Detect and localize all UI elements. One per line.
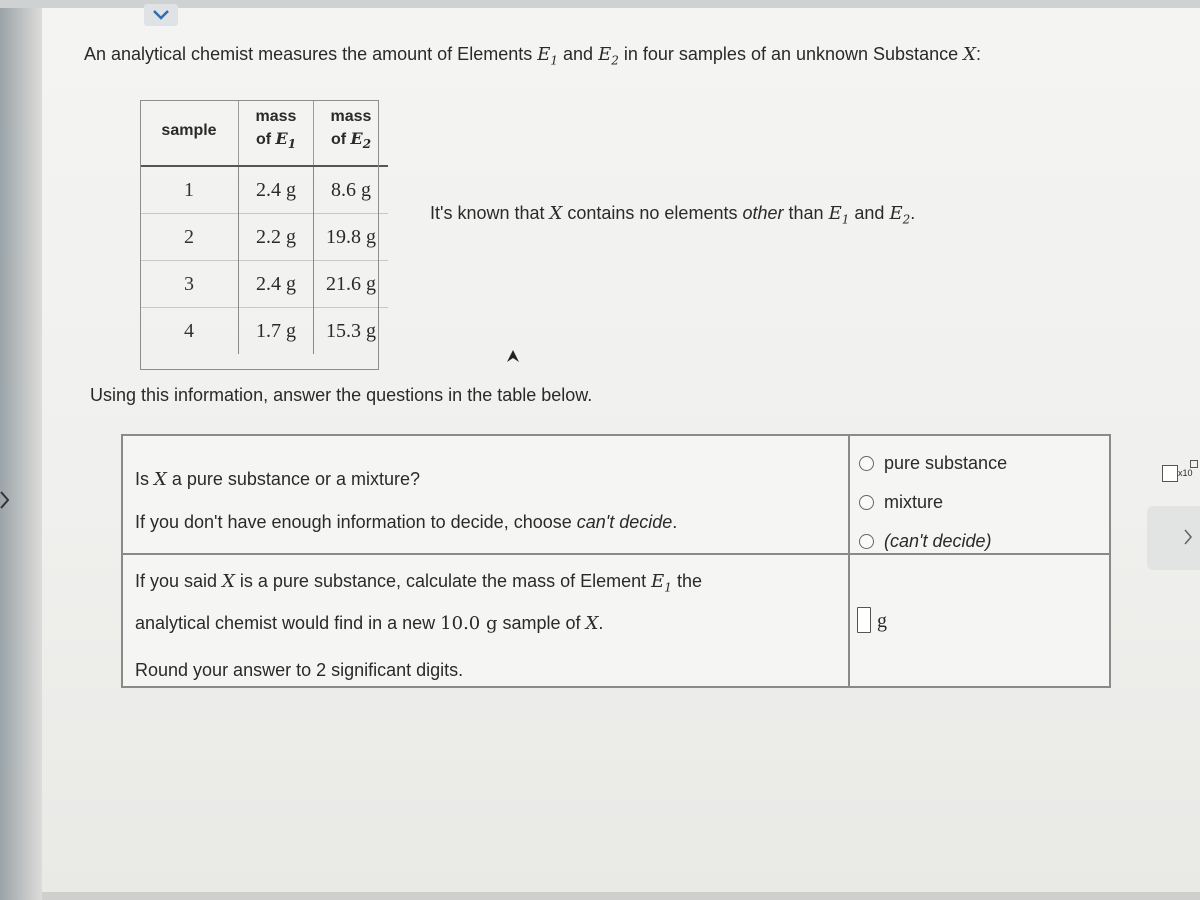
sample-data-table [140, 100, 388, 354]
cell-sample: 4 [140, 308, 239, 355]
header-mass-e2: mass of $E_2$ [314, 100, 389, 166]
mouse-cursor-icon [506, 349, 520, 363]
column-divider [848, 436, 850, 686]
option-pure-substance[interactable]: pure substance [859, 444, 1007, 483]
answer-field [857, 606, 887, 633]
mass-answer-input[interactable] [857, 607, 871, 633]
intro-and: and [563, 44, 594, 64]
radio-cant-decide[interactable] [859, 534, 874, 549]
table-row [140, 166, 388, 214]
box-icon [1162, 465, 1178, 482]
substance-x: X [963, 44, 976, 65]
left-edge [0, 0, 42, 900]
option-mixture[interactable]: mixture [859, 483, 1007, 522]
intro-text [84, 44, 1184, 68]
option-cant-decide[interactable]: (can't decide) [859, 522, 1007, 561]
side-chevron-icon[interactable] [0, 490, 10, 510]
radio-mixture[interactable] [859, 495, 874, 510]
tool-panel[interactable] [1147, 506, 1200, 570]
header-mass-e1: mass of $E_1$ [239, 100, 314, 166]
table-row [140, 214, 388, 261]
table-header-row [140, 100, 388, 166]
cell-mass-e1: 1.7 g [239, 308, 314, 355]
x10-tool-button[interactable] [1160, 461, 1200, 481]
collapse-button[interactable] [144, 4, 178, 26]
top-bar [0, 0, 1200, 8]
cell-mass-e1: 2.4 g [239, 261, 314, 308]
intro-suffix: in four samples of an unknown Substance [623, 44, 959, 64]
cell-mass-e2: 21.6 g [314, 261, 389, 308]
table-row [140, 261, 388, 308]
question-1: Is X a pure substance or a mixture? If you don't have enough information to decide, choose can't decide. [135, 469, 678, 532]
cell-sample: 1 [184, 178, 194, 201]
intro-colon: : [975, 44, 981, 64]
question-2: If you said X is a pure substance, calculate the mass of Element $E_1$ the analytical chemist would find in a new 10.0 g sample of X. Round your answer to 2 significant digits. [135, 571, 702, 680]
chevron-right-icon [1183, 528, 1193, 546]
chevron-down-icon [152, 9, 170, 21]
element-e2: $E_2$ [598, 44, 619, 68]
cell-mass-e2: 15.3 g [314, 308, 389, 355]
known-statement: It's known that X contains no elements other than $E_1$ and $E_2$. [430, 203, 916, 227]
cell-mass-e1: 2.2 g [239, 214, 314, 261]
cell-sample: 2 [140, 214, 239, 261]
intro-prefix: An analytical chemist measures the amount of Elements [84, 44, 533, 64]
instructions-text: Using this information, answer the questions in the table below. [90, 385, 593, 405]
substance-options [859, 444, 1007, 561]
element-e1: $E_1$ [537, 44, 559, 68]
radio-pure-substance[interactable] [859, 456, 874, 471]
answer-unit: g [877, 610, 887, 632]
cell-sample: 3 [140, 261, 239, 308]
exponent-box-icon [1190, 460, 1198, 468]
header-sample: sample [161, 121, 217, 139]
cell-mass-e2: 8.6 g [314, 166, 389, 214]
table-row [140, 308, 388, 355]
cell-mass-e1: 2.4 g [239, 166, 314, 214]
x10-label: x10 [1178, 468, 1193, 478]
question-table [121, 434, 1111, 688]
cell-mass-e2: 19.8 g [314, 214, 389, 261]
